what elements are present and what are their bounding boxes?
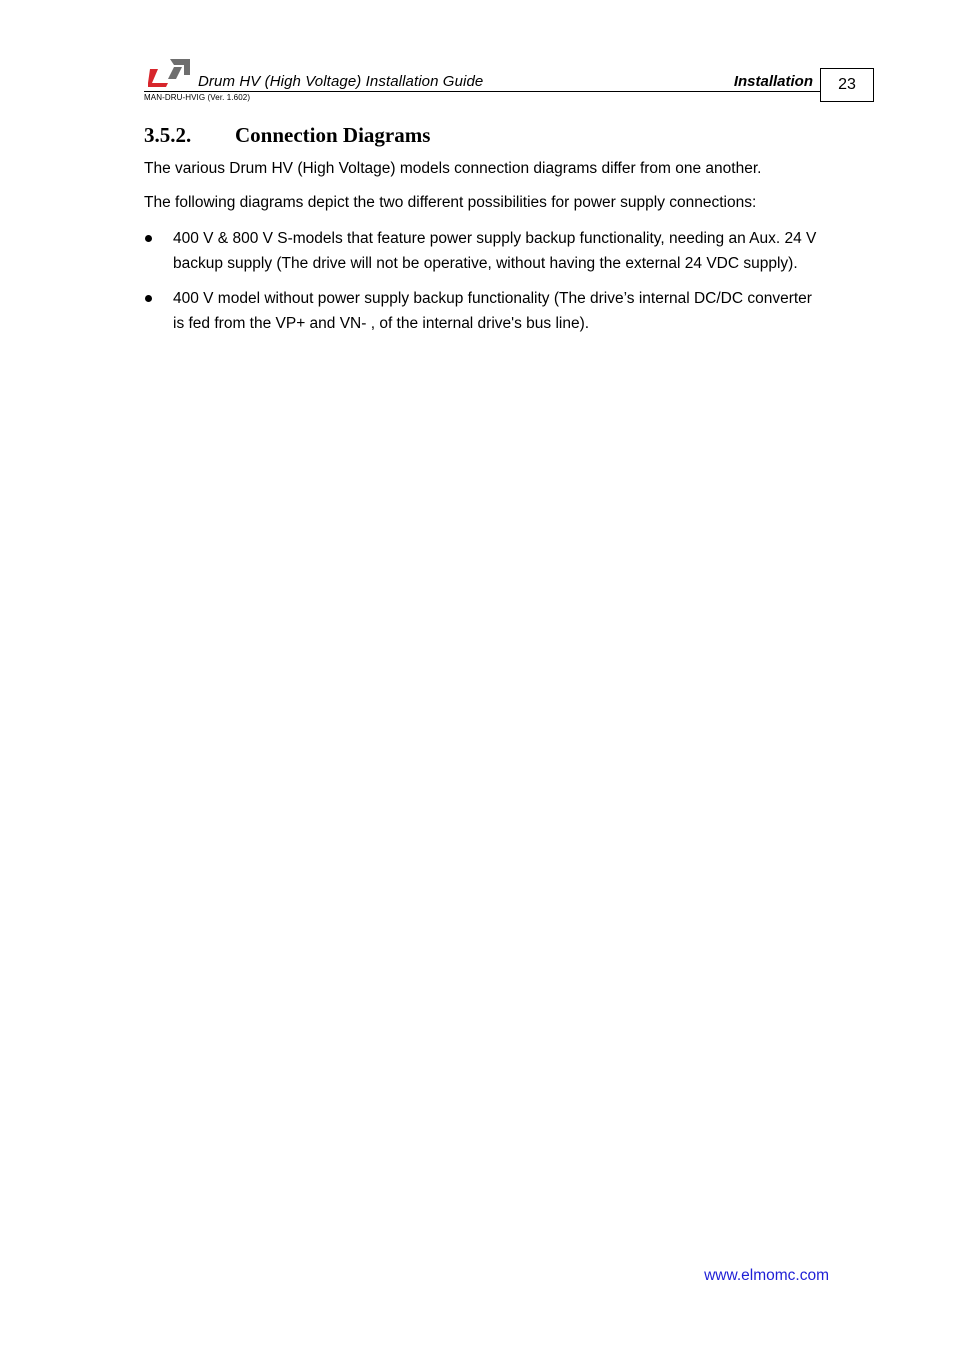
section-number: 3.5.2.: [144, 123, 192, 147]
page-number: [820, 68, 874, 102]
page-number-text: 23: [838, 76, 856, 93]
header-divider: [144, 91, 821, 92]
list-item: [144, 226, 824, 276]
section-title: Connection Diagrams: [235, 123, 431, 147]
document-title: Drum HV (High Voltage) Installation Guide: [198, 73, 484, 90]
list-item-text: 400 V model without power supply backup functionality (The drive’s internal DC/DC converter is fed from the VP+ and VN- , of the internal drive's bus line).: [173, 290, 812, 332]
power-supply-options-list: [144, 226, 824, 346]
intro-paragraph: The various Drum HV (High Voltage) models connection diagrams differ from one another.: [144, 160, 762, 177]
list-item-text: 400 V & 800 V S-models that feature power supply backup functionality, needing an Aux. 24 V backup supply (The drive will not be operative, without having the external 24 VDC supply).: [173, 230, 817, 272]
header-section-name: Installation: [733, 73, 813, 90]
section-heading: [144, 123, 430, 148]
elmo-logo-icon: [148, 57, 190, 87]
bullet-icon: [145, 295, 152, 302]
list-item: [144, 286, 824, 336]
website-link[interactable]: www.elmomc.com: [704, 1267, 829, 1284]
document-id: MAN-DRU-HVIG (Ver. 1.602): [144, 93, 251, 102]
bullet-icon: [145, 235, 152, 242]
diagrams-paragraph: The following diagrams depict the two different possibilities for power supply connections:: [144, 194, 757, 211]
